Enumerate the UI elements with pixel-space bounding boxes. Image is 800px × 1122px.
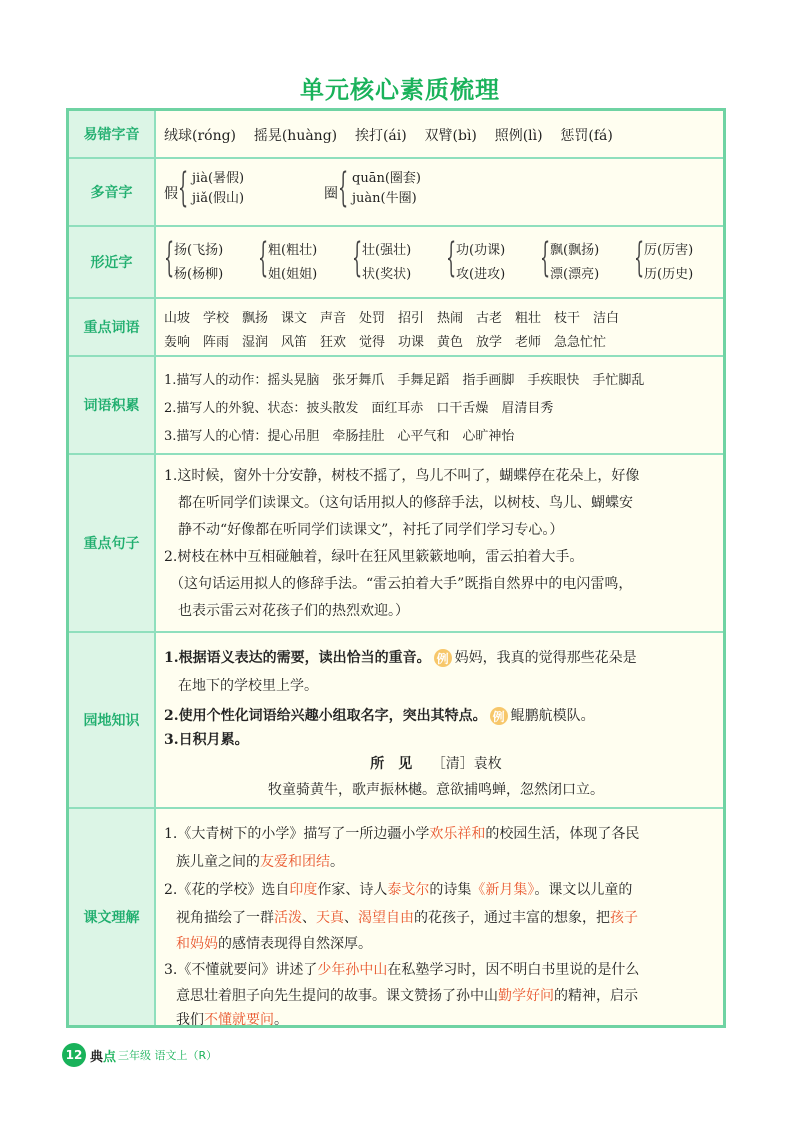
example-text: 鲲鹏航模队。 — [510, 708, 595, 724]
pinyin-item: 挨打(ái) — [354, 128, 407, 144]
polyphone-reading: jiǎ(假山) — [192, 191, 245, 206]
highlight-text: 友爱和团结 — [260, 854, 330, 870]
summary-table — [66, 108, 726, 1028]
text-span: 的校园生活，体现了各民 — [485, 826, 640, 842]
text-line — [176, 907, 638, 927]
brace-icon: { — [352, 235, 363, 281]
sentence-line: （这句话运用拟人的修辞手法。“雷云拍着大手”既指自然界中的电闪雷鸣， — [170, 576, 633, 592]
text-span: 3.《不懂就要问》讲述了 — [164, 962, 318, 978]
row-duoyin — [69, 159, 723, 227]
row-label: 重点词语 — [69, 299, 156, 355]
sentence-line: 2.树枝在林中互相碰触着，绿叶在狂风里簌簌地响，雷云拍着大手。 — [164, 549, 584, 565]
book-subtitle: 三年级 语文上（R） — [118, 1049, 218, 1062]
pinyin-item: 摇晃(huàng) — [253, 128, 338, 144]
brace-icon: { — [178, 165, 189, 211]
brace-icon: { — [338, 165, 349, 211]
text-line — [164, 959, 639, 979]
pinyin-item: 惩罚(fá) — [560, 128, 613, 144]
brace-icon: { — [634, 235, 645, 281]
brace-icon: { — [540, 235, 551, 281]
row-xingjin — [69, 227, 723, 299]
highlight-text: 少年孙中山 — [317, 962, 388, 978]
similar-char: 漂(漂亮) — [550, 267, 600, 282]
text-span: 、 — [302, 910, 316, 926]
row-kewen — [69, 809, 723, 1028]
poem-heading — [156, 753, 716, 773]
polyphone-reading: jià(暑假) — [192, 171, 245, 186]
highlight-text: 印度 — [289, 882, 318, 898]
highlight-text: 泰戈尔 — [387, 882, 430, 898]
row-label: 词语积累 — [69, 357, 156, 453]
row-cihui — [69, 299, 723, 357]
knowledge-line — [164, 647, 637, 667]
brand-text: 典 — [90, 1049, 104, 1065]
example-badge: 例 — [490, 707, 508, 725]
text-line — [176, 1009, 288, 1029]
similar-char: 状(奖状) — [362, 267, 412, 282]
text-span: 的精神，启示 — [554, 988, 638, 1004]
pinyin-item: 照例(lì) — [494, 128, 543, 144]
knowledge-line: 在地下的学校里上学。 — [178, 678, 318, 694]
highlight-text: 孩子 — [610, 910, 638, 926]
text-span: 的诗集 — [429, 882, 472, 898]
brace-icon: { — [164, 235, 175, 281]
polyphone-reading: quān(圈套) — [352, 171, 421, 186]
knowledge-line — [164, 705, 595, 725]
word-line: 2.描写人的外貌、状态：披头散发 面红耳赤 口干舌燥 眉清目秀 — [164, 401, 554, 416]
text-line — [164, 879, 632, 899]
row-label: 园地知识 — [69, 633, 156, 807]
similar-char: 姐(姐姐) — [268, 267, 318, 282]
highlight-text: 勤学好问 — [498, 988, 554, 1004]
poem-title: 所 见 — [370, 756, 413, 772]
brand-text: 点 — [103, 1049, 117, 1065]
similar-char: 功(功课) — [456, 243, 506, 258]
row-yicuo — [69, 111, 723, 159]
text-span: 的花孩子，通过丰富的想象，把 — [414, 910, 610, 926]
highlight-text: 《新月集》 — [471, 882, 535, 898]
brace-icon: { — [446, 235, 457, 281]
text-line — [164, 823, 639, 843]
text-span: 的感情表现得自然深厚。 — [218, 936, 372, 952]
text-span: 我们 — [176, 1012, 204, 1028]
text-span: 作家、诗人 — [317, 882, 388, 898]
highlight-text: 渴望自由 — [358, 910, 414, 926]
knowledge-line: 3.日积月累。 — [164, 732, 249, 748]
similar-char: 飘(飘扬) — [550, 243, 600, 258]
text-span: 1.《大青树下的小学》描写了一所边疆小学 — [164, 826, 430, 842]
word-line: 轰响 阵雨 湿润 风笛 狂欢 觉得 功课 黄色 放学 老师 急急忙忙 — [164, 335, 607, 350]
example-badge: 例 — [434, 649, 452, 667]
text-line — [176, 933, 372, 953]
page-footer — [62, 1043, 217, 1067]
page-number: 12 — [62, 1043, 86, 1067]
text-span: 、 — [344, 910, 358, 926]
brand-logo — [90, 1046, 116, 1065]
row-label: 形近字 — [69, 227, 156, 297]
highlight-text: 活泼 — [274, 910, 302, 926]
text-span: 族儿童之间的 — [176, 854, 260, 870]
row-yuandi — [69, 633, 723, 809]
row-label: 课文理解 — [69, 809, 156, 1025]
knowledge-text: 2.使用个性化词语给兴趣小组取名字，突出其特点。 — [164, 708, 487, 724]
polyphone-reading: juàn(牛圈) — [352, 191, 417, 206]
row-juzi — [69, 455, 723, 633]
text-span: 2.《花的学校》选自 — [164, 882, 290, 898]
similar-char: 杨(杨柳) — [174, 267, 224, 282]
polyphone-char: 圈 — [324, 186, 338, 202]
text-span: 意思壮着胆子向先生提问的故事。课文赞扬了孙中山 — [176, 988, 498, 1004]
brace-icon: { — [258, 235, 269, 281]
similar-char: 历(历史) — [644, 267, 694, 282]
row-label: 多音字 — [69, 159, 156, 225]
text-span: 。 — [274, 1012, 288, 1028]
pinyin-items — [164, 125, 613, 145]
similar-char: 厉(厉害) — [644, 243, 694, 258]
text-span: 。课文以儿童的 — [534, 882, 633, 898]
sentence-line: 都在听同学们读课文。（这句话用拟人的修辞手法，以树枝、鸟儿、蝴蝶安 — [178, 495, 633, 511]
example-text: 妈妈，我真的觉得那些花朵是 — [454, 650, 637, 666]
similar-char: 粗(粗壮) — [268, 243, 318, 258]
poem-line: 牧童骑黄牛，歌声振林樾。意欲捕鸣蝉，忽然闭口立。 — [268, 782, 604, 798]
page-title: 单元核心素质梳理 — [300, 76, 500, 104]
text-span: 视角描绘了一群 — [176, 910, 274, 926]
similar-char: 壮(强壮) — [362, 243, 412, 258]
row-label: 重点句子 — [69, 455, 156, 631]
similar-char: 扬(飞扬) — [174, 243, 224, 258]
word-line: 山坡 学校 飘扬 课文 声音 处罚 招引 热闹 古老 粗壮 枝干 洁白 — [164, 311, 620, 326]
text-line — [176, 851, 344, 871]
highlight-text: 和妈妈 — [176, 936, 218, 952]
text-span: 。 — [330, 854, 344, 870]
text-span: 在私塾学习时，因不明白书里说的是什么 — [387, 962, 640, 978]
row-jilei — [69, 357, 723, 455]
word-line: 1.描写人的动作：摇头晃脑 张牙舞爪 手舞足蹈 指手画脚 手疾眼快 手忙脚乱 — [164, 373, 645, 388]
highlight-text: 不懂就要问 — [204, 1012, 274, 1028]
poem-author: ［清］袁枚 — [431, 756, 502, 772]
sentence-line: 也表示雷云对花孩子们的热烈欢迎。） — [178, 603, 409, 619]
sentence-line: 静不动“好像都在听同学们读课文”，衬托了同学们学习专心。） — [178, 522, 564, 538]
similar-char: 攻(进攻) — [456, 267, 506, 282]
polyphone-char: 假 — [164, 186, 178, 202]
text-line — [176, 985, 638, 1005]
pinyin-item: 绒球(róng) — [164, 128, 237, 144]
highlight-text: 天真 — [316, 910, 344, 926]
word-line: 3.描写人的心情：提心吊胆 牵肠挂肚 心平气和 心旷神怡 — [164, 429, 515, 444]
pinyin-item: 双臂(bì) — [424, 128, 477, 144]
row-label: 易错字音 — [69, 111, 156, 157]
highlight-text: 欢乐祥和 — [429, 826, 486, 842]
sentence-line: 1.这时候，窗外十分安静，树枝不摇了，鸟儿不叫了，蝴蝶停在花朵上，好像 — [164, 468, 640, 484]
knowledge-text: 1.根据语义表达的需要，读出恰当的重音。 — [164, 650, 431, 666]
